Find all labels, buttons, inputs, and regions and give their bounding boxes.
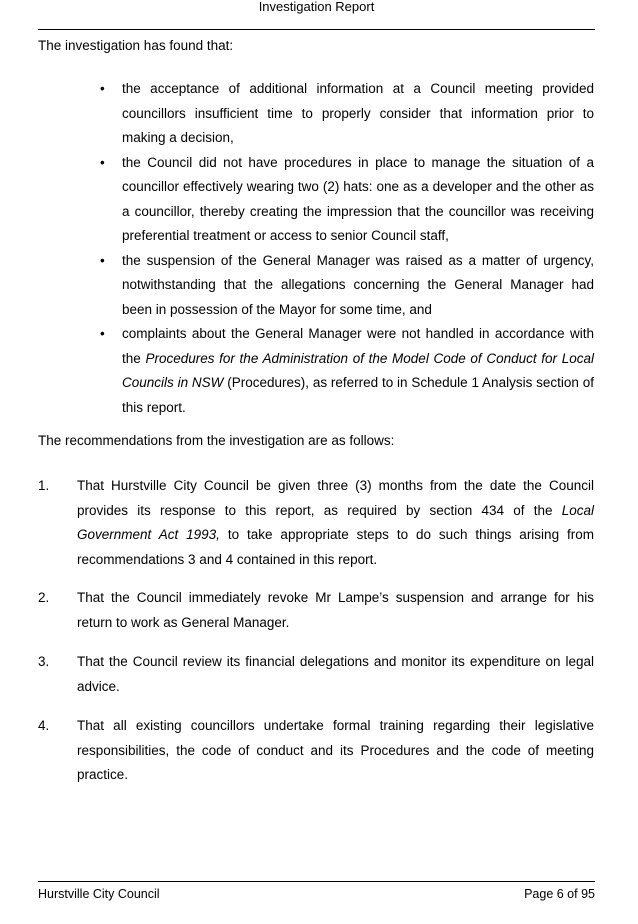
header-rule: [38, 29, 595, 30]
finding-item: [100, 151, 594, 249]
recommendation-text: That the Council review its financial delegations and monitor its expenditure on legal advice.: [77, 654, 594, 694]
recommendation-text: That all existing councillors undertake formal training regarding their legislative responsibilities, the code of conduct and its Procedures and the code of meeting practice.: [77, 718, 594, 782]
footer-rule: [38, 881, 595, 882]
recommendation-text-part: That Hurstville City Council be given three (3) months from the date the Council provides its response to this report, as required by section 434 of the: [77, 478, 594, 518]
recommendation-item: [38, 650, 594, 699]
recommendation-text-part: to take appropriate steps to do such things arising from recommendations 3 and 4 contained in this report.: [77, 527, 594, 567]
recommendation-item: [38, 586, 594, 635]
procedures-title: Procedures for the Administration of the Model Code of Conduct for Local Councils in NSW: [122, 350, 594, 390]
recommendation-number: 2.: [38, 590, 50, 605]
recommendation-text: [77, 474, 594, 572]
finding-text: the suspension of the General Manager was raised as a matter of urgency, notwithstanding that the allegations concerning the General Manager had been in possession of the Mayor for some time, and: [122, 252, 594, 317]
recommendation-number: 4.: [38, 718, 50, 733]
recommendation-number: 1.: [38, 478, 50, 493]
footer-council-name: Hurstville City Council: [38, 887, 160, 901]
bullet-icon: •: [100, 326, 105, 341]
finding-text-part: complaints about the General Manager were not handled in accordance with the: [122, 326, 594, 366]
findings-intro: The investigation has found that:: [38, 38, 234, 53]
finding-item: [100, 249, 594, 323]
footer-page-number: Page 6 of 95: [524, 887, 595, 901]
recommendation-item: [38, 474, 594, 572]
act-title: Local Government Act 1993,: [77, 502, 594, 542]
recommendation-text: That the Council immediately revoke Mr Lampe’s suspension and arrange for his return to work as General Manager.: [77, 590, 594, 630]
recommendation-number: 3.: [38, 654, 50, 669]
finding-item: [100, 322, 594, 420]
bullet-icon: •: [100, 252, 105, 268]
bullet-icon: •: [100, 81, 105, 96]
page-header-title: Investigation Report: [258, 0, 375, 14]
finding-text: the acceptance of additional information at a Council meeting provided councillors insufficient time to properly consider that information prior to making a decision,: [122, 81, 594, 145]
bullet-icon: •: [100, 154, 105, 170]
finding-item: [100, 77, 594, 151]
findings-list: [100, 77, 594, 420]
finding-text: the Council did not have procedures in place to manage the situation of a councillor effectively wearing two (2) hats: one as a developer and the other as a councillor, thereby creating the impression that the councillor was receiving preferential treatment or access to senior Council staff,: [122, 154, 594, 243]
finding-text-part: (Procedures), as referred to in Schedule 1 Analysis section of this report.: [122, 375, 594, 415]
recommendation-item: [38, 714, 594, 788]
recommendations-intro: The recommendations from the investigation are as follows:: [38, 433, 395, 448]
finding-text: [122, 322, 594, 420]
